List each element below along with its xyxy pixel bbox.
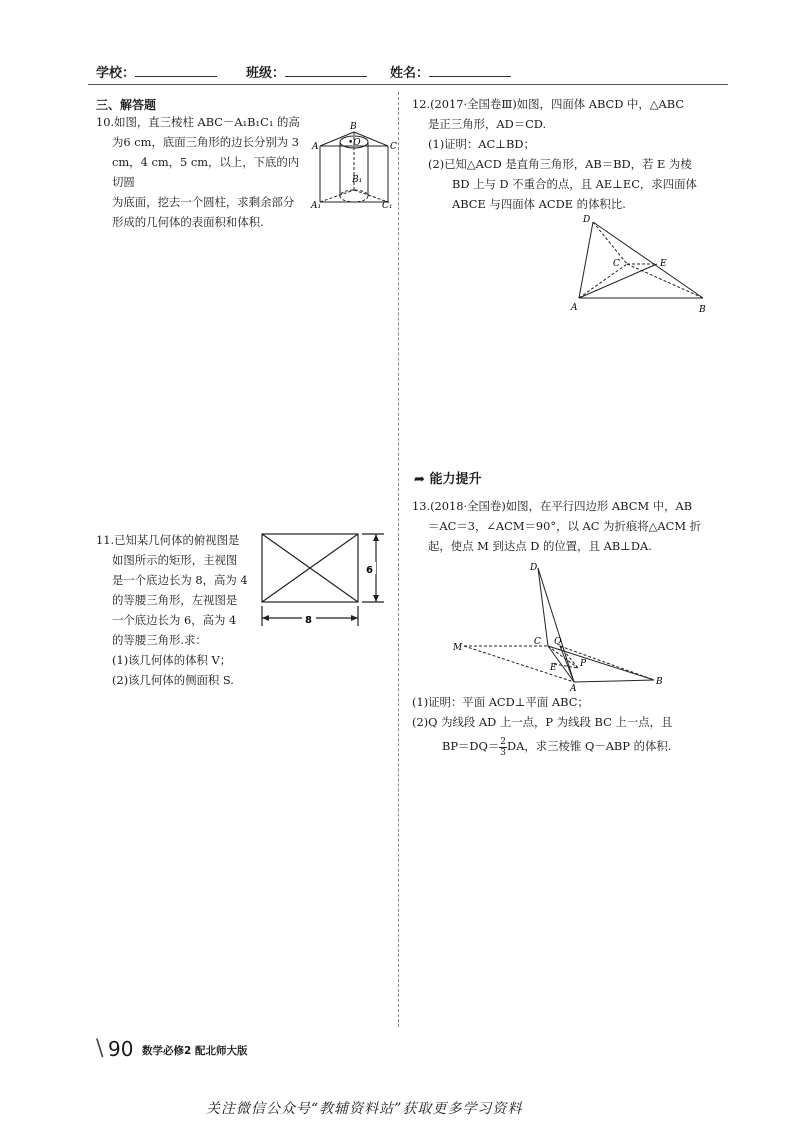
name-field <box>390 62 511 81</box>
q13-sub2-line1: (2)Q 为线段 AD 上一点，P 为线段 BC 上一点，且 <box>412 715 673 729</box>
q12-label-C: C <box>613 259 620 269</box>
q13-line: 13.(2018·全国卷)如图，在平行四边形 ABCM 中，AB <box>412 499 693 513</box>
q11-height-label: 6 <box>366 565 373 576</box>
q10-line: 为底面，挖去一个圆柱，求剩余部分 <box>112 195 295 209</box>
promo-footer: 关注微信公众号“教辅资料站”获取更多学习资料 <box>206 1101 523 1117</box>
question-13-parts <box>412 692 732 758</box>
page-slash-icon: \ <box>96 1036 104 1061</box>
fraction-denominator: 3 <box>500 747 507 758</box>
q10-line: cm，4 cm，5 cm，以上，下底的内切圆 <box>112 155 300 189</box>
q11-line: 是一个底边长为 8，高为 4 <box>112 573 248 587</box>
column-divider <box>398 92 399 1027</box>
q13-label-A: A <box>570 684 577 692</box>
q13-fold-figure <box>450 560 670 692</box>
q13-sub2-pre: BP＝DQ＝ <box>442 739 500 753</box>
q10-label-O: •O <box>348 138 361 148</box>
q13-label-E: E <box>550 663 557 673</box>
q12-sub2-line: BD 上与 D 不重合的点，且 AE⊥EC，求四面体 <box>452 177 697 191</box>
fraction-numerator: 2 <box>500 736 507 747</box>
q12-sub2-line: (2)已知△ACD 是直角三角形，AB＝BD，若 E 为棱 <box>428 157 692 171</box>
name-blank <box>429 64 511 77</box>
class-blank <box>285 64 367 77</box>
q11-line: 的等腰三角形，左视图是 <box>112 593 238 607</box>
q12-label-D: D <box>583 215 591 225</box>
q12-sub2-line: ABCE 与四面体 ACDE 的体积比. <box>452 197 626 211</box>
q13-label-C: C <box>534 637 541 647</box>
q10-label-A: A <box>312 142 319 152</box>
class-field <box>246 62 367 81</box>
q10-prism-figure <box>310 118 398 210</box>
question-11 <box>96 530 266 690</box>
q12-sub1: (1)证明：AC⊥BD； <box>428 137 535 151</box>
q11-sub1: (1)该几何体的体积 V； <box>112 653 232 667</box>
ability-title: 能力提升 <box>429 472 482 487</box>
question-13 <box>412 496 732 556</box>
school-blank <box>135 64 217 77</box>
q13-line: ＝AC＝3，∠ACM＝90°，以 AC 为折痕将△ACM 折 <box>428 519 701 533</box>
page-number: 90 <box>108 1037 134 1061</box>
question-10 <box>96 112 306 232</box>
q12-label-E: E <box>660 259 667 269</box>
q10-label-B: B <box>350 122 357 132</box>
q10-label-C1: C₁ <box>382 201 393 210</box>
school-field <box>96 62 217 81</box>
q11-sub2: (2)该几何体的侧面积 S. <box>112 673 234 687</box>
q10-line: 为6 cm，底面三角形的边长分别为 3 <box>112 135 299 149</box>
q10-label-A1: A₁ <box>311 201 322 210</box>
q10-label-B1: B₁ <box>352 175 363 185</box>
q11-line: 如图所示的矩形，主视图 <box>112 553 238 567</box>
question-12 <box>412 94 732 214</box>
book-title: 数学必修2 配北师大版 <box>142 1045 248 1057</box>
q12-tetrahedron-figure <box>565 210 715 316</box>
q11-rectangle-figure <box>258 528 388 632</box>
q13-sub2-post: DA，求三棱锥 Q－ABP 的体积. <box>507 739 672 753</box>
q12-label-A: A <box>571 303 578 313</box>
q10-label-C: C <box>390 142 397 152</box>
q13-label-P: P <box>580 659 587 669</box>
q10-line: 10.如图，直三棱柱 ABC－A₁B₁C₁ 的高 <box>96 115 300 129</box>
q12-label-B: B <box>699 305 706 315</box>
q13-label-Q: Q <box>554 637 562 647</box>
q11-line: 的等腰三角形.求： <box>112 633 207 647</box>
q11-line: 一个底边长为 6，高为 4 <box>112 613 237 627</box>
q13-sub1: (1)证明：平面 ACD⊥平面 ABC； <box>412 695 589 709</box>
ability-heading <box>414 468 481 487</box>
school-label: 学校： <box>96 66 136 81</box>
q11-width-label: 8 <box>305 615 312 626</box>
q12-line2: 是正三角形，AD＝CD. <box>428 117 547 131</box>
q12-line1: 12.(2017·全国卷Ⅲ)如图，四面体 ABCD 中，△ABC <box>412 97 685 111</box>
name-label: 姓名： <box>390 66 430 81</box>
class-label: 班级： <box>246 66 286 81</box>
header-rule <box>88 84 728 85</box>
q13-line: 起，使点 M 到达点 D 的位置，且 AB⊥DA. <box>428 539 652 553</box>
q13-label-B: B <box>656 677 663 687</box>
q11-line: 11.已知某几何体的俯视图是 <box>96 533 240 547</box>
q13-label-M: M <box>453 643 463 653</box>
section-title: 三、解答题 <box>96 98 157 112</box>
q13-sub2-line2 <box>412 736 732 758</box>
q13-label-D: D <box>530 563 538 573</box>
curved-arrow-icon: ➦ <box>414 472 425 487</box>
q10-line: 形成的几何体的表面积和体积. <box>112 215 264 229</box>
q13-fraction <box>499 737 507 758</box>
